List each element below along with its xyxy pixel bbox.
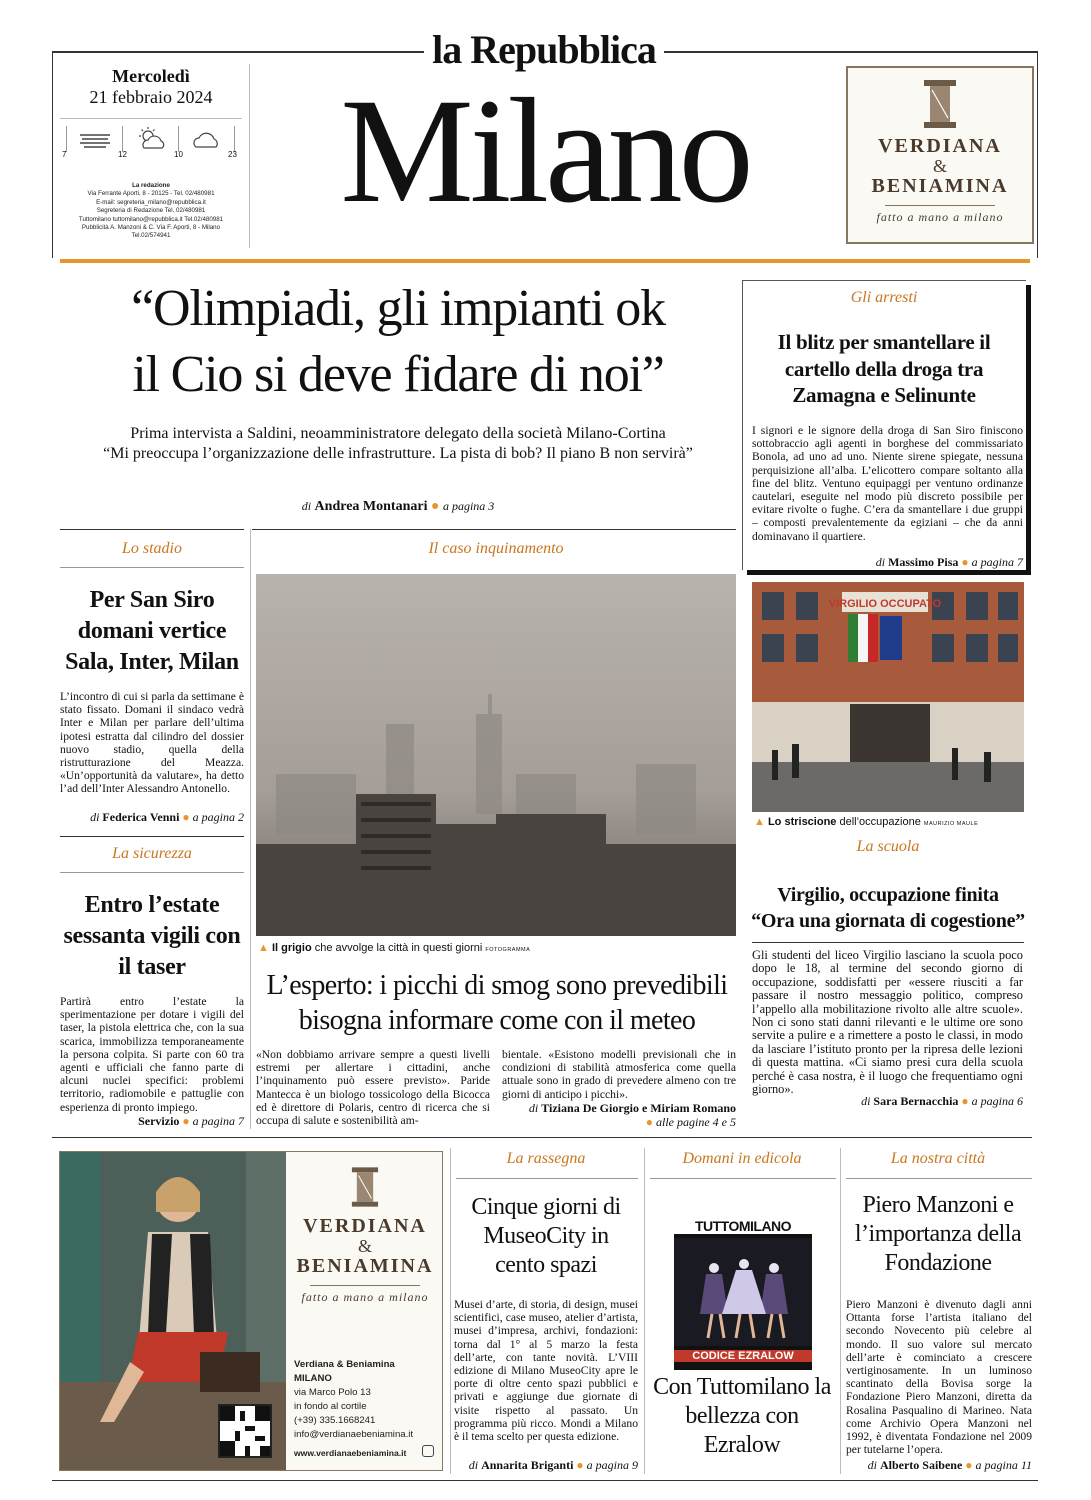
qr-code-icon[interactable] bbox=[218, 1404, 272, 1458]
spool-icon bbox=[918, 78, 962, 130]
date-block bbox=[60, 66, 242, 108]
weather-strip: 7 12 10 23 bbox=[60, 122, 242, 162]
rassegna-body: Musei d’arte, di storia, di design, musei scientifici, case museo, atelier d’artista, musei d’impresa, archivi, fondazioni: torna dal 1° al 5 marzo la festa dell’arte, con tante novità. L’VIII edizione di Milano MuseoCity apre le porte di oltre cento spazi pubblici e privati e aggiunge due giornate di visite rispetto al passato. Un programma più ricco. Mondi a Milano è il tema scelto per questa edizione. bbox=[454, 1298, 638, 1444]
citta-headline[interactable]: Piero Manzoni e l’importanza della Fondazione bbox=[854, 1192, 1022, 1276]
stadio-byline: di Federica Venni ● a pagina 2 bbox=[90, 810, 244, 824]
inquinamento-kicker: Il caso inquinamento bbox=[428, 540, 564, 557]
magazine-title: TUTTOMILANO bbox=[674, 1218, 812, 1234]
inquinamento-page: ● alle pagine 4 e 5 bbox=[645, 1115, 736, 1129]
school-occupation-photo bbox=[752, 582, 1024, 812]
lead-headline[interactable]: “Olimpiadi, gli impianti ok il Cio si deve fidare di noi” bbox=[131, 280, 665, 403]
bottom-ad[interactable]: VERDIANA & BENIAMINA fatto a mano a milano Verdiana & Beniamina MILANO via Marco Polo 13 in fondo al cortile (+39) 335.1668241 info@verdianaebeniamina.it www.verdianaebeniamina.it bbox=[59, 1151, 443, 1471]
scuola-headline[interactable]: Virgilio, occupazione finita “Ora una giornata di cogestione” bbox=[751, 884, 1025, 932]
citta-byline: di Alberto Saibene ● a pagina 11 bbox=[867, 1458, 1032, 1472]
scuola-byline: di Sara Bernacchia ● a pagina 6 bbox=[861, 1094, 1023, 1108]
instagram-icon[interactable] bbox=[422, 1445, 434, 1457]
inquinamento-byline: di Tiziana De Giorgio e Miriam Romano bbox=[528, 1101, 736, 1115]
stadio-body: L’incontro di cui si parla da settimane è stato fissato. Domani il sindaco vedrà Inter e Milan per parlare dell’ultima ipotesi estratta dal cilindro del dossier nuovo stadio, quella della ristrutturazione del Meazza. «Un’opportunità da valutare», ha detto l’ad dell’Inter Alessandro Antonello. bbox=[60, 690, 244, 796]
rassegna-kicker: La rassegna bbox=[506, 1150, 586, 1167]
citta-body: Piero Manzoni è divenuto dagli anni Ottanta forse l’artista italiano del secondo Novecento più celebre al mondo. Il suo valore sul mercato dell’arte è cominciato a crescere vertiginosamente. In un luminoso scantinato della Bovisa sorge la Fondazione Piero Manzoni, diretta da Rosalina Pasqualino di Marineo. Nata come Archivio Opera Manzoni nel 1992, è diventata Fondazione nel 2009 per tutelarne l’opera. bbox=[846, 1298, 1032, 1457]
arresti-kicker: Gli arresti bbox=[850, 289, 918, 306]
stadio-kicker: Lo stadio bbox=[121, 540, 182, 557]
weekday: Mercoledì bbox=[112, 66, 190, 86]
inquinamento-headline[interactable]: L’esperto: i picchi di smog sono prevedibili bisogna informare come con il meteo bbox=[266, 970, 728, 1036]
ad-contacts: Verdiana & Beniamina MILANO via Marco Polo 13 in fondo al cortile (+39) 335.1668241 info@verdianaebeniamina.it bbox=[294, 1359, 414, 1440]
sicurezza-body: Partirà entro l’estate la sperimentazione per dotare i vigili del taser, la pistola elettrica che, con la sua scarica, immobilizza temporaneamente la persona colpita. Si parte con 60 tra agenti e ufficiali che fanno parte di alcuni nuclei specifici: problemi territorio, radiomobile e pattuglie con esperienza di pronto impiego. bbox=[60, 995, 244, 1114]
banner-text: VIRGILIO OCCUPATO bbox=[828, 598, 942, 610]
edicola-headline[interactable]: Con Tuttomilano la bellezza con Ezralow bbox=[653, 1374, 831, 1458]
inquinamento-body-col1: «Non dobbiamo arrivare sempre a questi livelli estremi per allertare i cittadini, anche l’inquinamento può essere previsto». Paride Mantecca è un biologo tossicologo della Bicocca ed è direttore di Polaris, centro di ricerca che si occupa di salute e sostenibilità am- bbox=[256, 1048, 490, 1128]
arresti-headline[interactable]: Il blitz per smantellare il cartello della droga tra Zamagna e Selinunte bbox=[777, 330, 991, 407]
arresti-body: I signori e le signore della droga di San Siro finiscono sottobraccio agli agenti in borghese del commissariato Bonola, ad uno ad uno. Niente sirene spiegate, nessuna perquisizione all’alba. L’elicottero compare soltanto alla fine del blitz. Ventuno equipaggi per ventuno ordinanze cautelari, eseguite nel modo più discreto possibile per evitare rivolte o fughe. C’era da smantellare i due gruppi – composti prevalentemente da egiziani – che da anni dominavano il quartiere. bbox=[752, 424, 1023, 543]
cloud-icon bbox=[190, 130, 226, 150]
scuola-body: Gli studenti del liceo Virgilio lasciano la scuola poco dopo le 18, al termine del secondo giorno di occupazione, soddisfatti per «essere riusciti a far passare il nostro messaggio politico, compreso l’appello alla mobilitazione rivolto alle altre scuole». Non ci sono stati danni rilevanti e le ultime ore sono servite a pulire e a rimettere a posto le classi, in modo da lasciare l’istituto pronto per la ripresa delle lezioni di questa mattina. «Ci siamo presi cura della scuola perché è casa nostra, è il luogo che frequentiamo ogni giorno». bbox=[752, 948, 1023, 1097]
arresti-byline: di Massimo Pisa ● a pagina 7 bbox=[875, 555, 1023, 569]
date: 21 febbraio 2024 bbox=[89, 87, 213, 107]
top-ad[interactable]: VERDIANA & BENIAMINA fatto a mano a milano bbox=[846, 66, 1034, 244]
inquinamento-caption: ▲ Il grigio che avvolge la città in questi giorni FOTOGRAMMA bbox=[258, 942, 531, 954]
lead-byline: di Andrea Montanari ● a pagina 3 bbox=[301, 499, 495, 514]
citta-kicker: La nostra città bbox=[890, 1150, 986, 1167]
fog-icon bbox=[78, 130, 112, 150]
sicurezza-byline: Servizio ● a pagina 7 bbox=[138, 1114, 244, 1128]
ad-website[interactable]: www.verdianaebeniamina.it bbox=[294, 1448, 407, 1458]
smog-city-photo bbox=[256, 574, 736, 936]
redazione-block: La redazione Via Ferrante Aporti, 8 - 20125 - Tel. 02/480981 E-mail: segreteria_milano@repubblica.it Segreteria di Redazione Tel. 02/480981 Tuttomilano tuttomilano@repubblica.it Tel.02/480981 Pubblicità A. Manzoni & C. Via F. Aporti, 8 - Milano Tel.02/574941 bbox=[78, 182, 224, 240]
sicurezza-headline[interactable]: Entro l’estate sessanta vigili con il taser bbox=[63, 892, 241, 980]
rassegna-byline: di Annarita Briganti ● a pagina 9 bbox=[468, 1458, 638, 1472]
edition-title: Milano bbox=[340, 68, 750, 234]
rassegna-headline[interactable]: Cinque giorni di MuseoCity in cento spazi bbox=[471, 1194, 621, 1278]
scuola-kicker: La scuola bbox=[856, 838, 920, 855]
cover-text: CODICE EZRALOW bbox=[674, 1350, 812, 1362]
tuttomilano-cover[interactable] bbox=[674, 1190, 812, 1370]
brand-logo: la Repubblica bbox=[432, 27, 656, 72]
sicurezza-kicker: La sicurezza bbox=[112, 845, 192, 862]
lead-summary: Prima intervista a Saldini, neoamministratore delegato della società Milano-Cortina “Mi preoccupa l’organizzazione delle infrastrutture. La pista di bob? Il piano B non servirà” bbox=[103, 425, 693, 462]
spool-icon bbox=[347, 1164, 383, 1210]
edicola-kicker: Domani in edicola bbox=[682, 1150, 802, 1167]
inquinamento-body-col2: bientale. «Esistono modelli previsionali che in condizioni di stabilità atmosferica come quella attuale sono in grado di prevedere almeno con tre giorni di anticipo i picchi». bbox=[502, 1048, 736, 1101]
stadio-headline[interactable]: Per San Siro domani vertice Sala, Inter, Milan bbox=[65, 587, 239, 675]
arresti-caption: ▲ Lo striscione dell’occupazione MAURIZIO MAULE bbox=[754, 816, 979, 828]
sun-cloud-icon bbox=[134, 126, 170, 152]
